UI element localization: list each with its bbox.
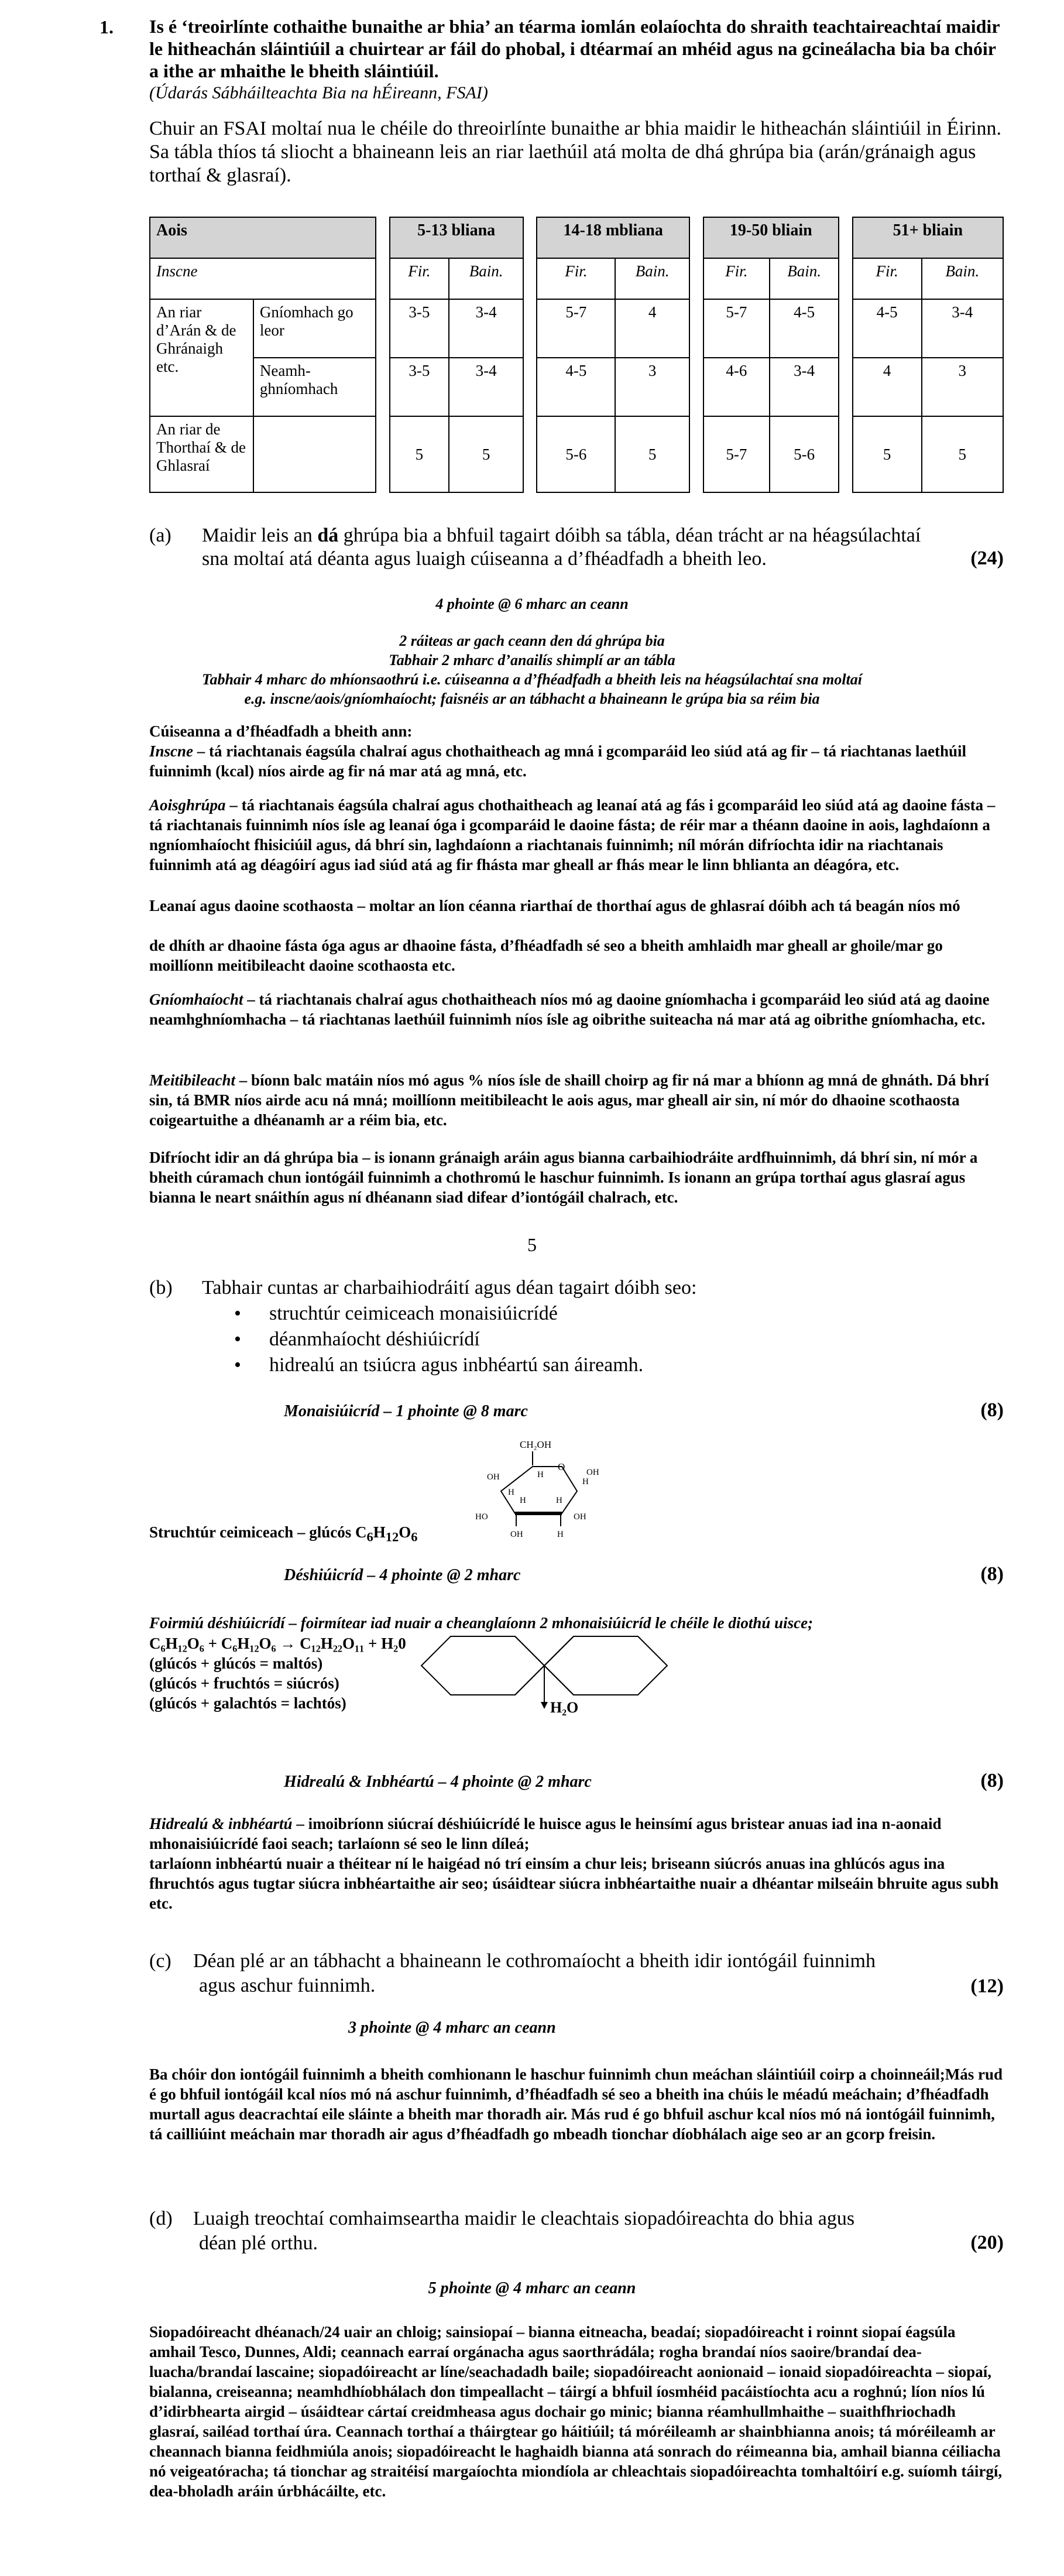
table-gender-bain: Bain. (922, 258, 1003, 299)
di-example: (glúcós + fruchtós = siúcrós) (149, 1674, 339, 1692)
table-cell: 5 (390, 416, 449, 492)
water-label: H₂O (550, 1699, 579, 1716)
part-c-question-1: Déan plé ar an tábhacht a bhaineann le cothromaíocht a bheith idir iontógáil fuinnimh (193, 1950, 876, 1972)
table-cell: 4-5 (853, 299, 922, 358)
table-cell: 3-5 (390, 358, 449, 416)
part-d-scheme: 5 phointe @ 4 mharc an ceann (428, 2279, 636, 2297)
part-a-scheme-5: e.g. inscne/aois/gníomhaíocht; faisnéis ar an tábhacht a bhaineann le grúpa bia sa réim bia (244, 690, 820, 707)
table-cell: 3 (922, 358, 1003, 416)
table-cell: 4 (615, 299, 689, 358)
glucose-oh: OH (510, 1530, 523, 1539)
glucose-oh: OH (574, 1512, 586, 1522)
table-gender-fir: Fir. (537, 258, 615, 299)
part-a-scheme-1: 4 phointe @ 6 mharc an ceann (435, 595, 629, 612)
table-cell: 4 (853, 358, 922, 416)
part-d-label: (d) (149, 2208, 173, 2229)
hyd-text-2: tarlaíonn inbhéartú nuair a théitear ní le haigéad nó trí einsím a chur leis; briseann siúcrós anuas ina ghlúcós agus ina fhruchtós agus tugtar siúcra inbhéartaithe air seo; úsáidtear siúcra inbhéartaithe nuair a dhéantar milseáin bhruite agus subh etc. (149, 1855, 999, 1912)
table-gender-fir: Fir. (390, 258, 449, 299)
di-example: (glúcós + glúcós = maltós) (149, 1654, 323, 1672)
reason-meit: Meitibileacht – bíonn balc matáin níos mó agus % níos ísle de shaill choirp ag fir ná mar a bhíonn ag mná de ghnáth. Dá bhrí sin, tá BMR níos airde acu ná mná; moillíonn meitibileacht le aois agus, mar gheall air sin, ní mór do dhaoine scothaosta coigeartuithe a dhéanamh ar a réim bia, etc. (149, 1071, 989, 1129)
di-example: (glúcós + galachtós = lachtós) (149, 1694, 346, 1712)
part-d-question-1: Luaigh treochtaí comhaimseartha maidir le cleachtais siopadóireachta do bhia agus (193, 2208, 855, 2229)
table-cell: 3-5 (390, 299, 449, 358)
question-intro: Chuir an FSAI moltaí nua le chéile do threoirlínte bunaithe ar bhia maidir le hitheachán sláintiúil in Éirinn. Sa tábla thíos tá sliocht a bhaineann leis an riar laethúil atá molta de dhá ghrúpa bia (arán/gránaigh agus torthaí & glasraí). (149, 118, 1001, 186)
table-cell: 5-6 (537, 416, 615, 492)
bullet-item: • struchtúr ceimiceach monaisiúicrídé (234, 1301, 643, 1327)
table-cell: 5 (449, 416, 523, 492)
hyd-heading: Hidrealú & Inbhéartú – 4 phointe @ 2 mharc (284, 1773, 592, 1791)
reason-gniomh: Gníomhaíocht – tá riachtanais chalraí agus chothaitheach níos mó ag daoine gníomhacha i gcomparáid leo siúd atá ag daoine neamhghníomhacha – tá riachtanas laethúil fuinnimh níos ísle ag oibrithe suiteacha ná mar atá ag oibrithe gníomhacha, etc. (149, 991, 990, 1028)
part-c-scheme: 3 phointe @ 4 mharc an ceann (348, 2019, 556, 2037)
table-header-aois: Aois (150, 217, 376, 258)
part-c-marks: (12) (970, 1975, 1004, 1997)
disaccharide-diagram (410, 1619, 691, 1718)
question-source: (Údarás Sábháilteachta Bia na hÉireann, FSAI) (149, 83, 488, 102)
table-gender-bain: Bain. (615, 258, 689, 299)
table-active-label: Gníomhach go leor (253, 299, 376, 358)
table-cell: 3 (615, 358, 689, 416)
table-header-age-group: 51+ bliain (853, 217, 1003, 258)
part-a-scheme-3: Tabhair 2 mharc d’anailís shimplí ar an tábla (389, 652, 675, 669)
reason-aois: Aoisghrúpa – tá riachtanais éagsúla chalraí agus chothaitheach ag leanaí atá ag fás i gcomparáid leo siúd atá ag daoine fásta – tá riachtanais fuinnimh níos ísle ag leanaí óga i gcomparáid le daoine fásta; de réir mar a théann daoine in aois, laghdaíonn a ngníomhaíocht fhisiciúil agus, dá bhrí sin, laghdaíonn a riachtanais fuinnimh; níl mórán difríochta idir na riachtanais fuinnimh atá ag déagóirí agus iad siúd atá ag fir fhásta mar gheall ar fhás mear le linn bhlianta an déagóra, etc. (149, 796, 996, 873)
table-header-age-group: 19-50 bliain (703, 217, 839, 258)
table-cell: 3-4 (770, 358, 839, 416)
table-cell: 5-7 (703, 416, 770, 492)
part-a-label: (a) (149, 525, 171, 546)
glucose-ch2oh: CH₂OH (520, 1439, 552, 1450)
reasons-heading: Cúiseanna a d’fhéadfadh a bheith ann: (149, 722, 413, 740)
table-gender-bain: Bain. (770, 258, 839, 299)
reason-leanai-2: de dhíth ar dhaoine fásta óga agus ar dhaoine fásta, d’fhéadfadh sé seo a bheith amhlaidh mar gheall ar ghoile/mar go moillíonn meitibileacht daoine scothaosta etc. (149, 937, 943, 974)
part-b-label: (b) (149, 1277, 173, 1299)
part-a-marks: (24) (970, 547, 1004, 569)
glucose-h: H (556, 1496, 562, 1505)
table-bread-group: An riar d’Arán & de Ghránaigh etc. (150, 299, 253, 416)
part-a-scheme-4: Tabhair 4 mharc do mhíonsaothrú i.e. cúiseanna a d’fhéadfadh a bheith leis na héagsúlachtaí sna moltaí (201, 671, 863, 688)
hyd-text: Hidrealú & inbhéartú – imoibríonn siúcraí déshiúicrídé le huisce agus le heinsímí agus bristear anuas iad ina n-aonaid mhonaisiúicrídé faoi seach; tarlaíonn sé seo le linn díleá; (149, 1815, 942, 1852)
part-b-bullets (234, 1301, 643, 1378)
reason-difr: Difríocht idir an dá ghrúpa bia – is ionann gránaigh aráin agus bianna carbaihiodráite ardfhuinnimh, dá bhrí sin, ní mór a bheith cúramach chun iontógáil fuinnimh a chothromú le haschur fuinnimh. Is ionann an grúpa torthaí agus glasraí agus bianna le neart snáithín agus ní dhéanann siad difear d’iontógáil chalrach, etc. (149, 1149, 978, 1206)
mono-marks: (8) (980, 1399, 1004, 1421)
table-cell: 5-6 (770, 416, 839, 492)
table-cell: 4-5 (770, 299, 839, 358)
table-cell: 5-7 (703, 299, 770, 358)
glucose-ho: HO (475, 1512, 488, 1522)
structure-label: Struchtúr ceimiceach – glúcós $C_6H_{12}O_6$ (149, 1523, 418, 1544)
part-c-answer: Ba chóir don iontógáil fuinnimh a bheith comhionann le haschur fuinnimh chun meáchan sláintiúil coirp a choinneáil;Más rud é go bhfuil iontógáil kcal níos mó ná aschur fuinnimh, d’fhéadfadh sé seo a bheith ina chúis le méadú meáchain; d’fhéadfadh murtall agus deacrachtaí eile sláinte a bheith mar thoradh air. Más rud é go bhfuil aschur kcal níos mó ná iontógáil fuinnimh, tá cailliúint meáchain mar thoradh air agus d’fhéadfadh go mbeadh tionchar díobhálach aige seo ar an gcorp freisin. (149, 2065, 1003, 2143)
bullet-item: • déanmhaíocht déshiúicrídí (234, 1327, 643, 1352)
table-gender-fir: Fir. (853, 258, 922, 299)
glucose-h: H (537, 1470, 544, 1479)
part-a-scheme-2: 2 ráiteas ar gach ceann den dá ghrúpa bia (399, 632, 665, 649)
di-heading: Déshiúicríd – 4 phointe @ 2 mharc (284, 1566, 521, 1584)
question-number: 1. (99, 16, 114, 37)
table-inactive-label: Neamh-ghníomhach (253, 358, 376, 416)
page-number: 5 (527, 1234, 537, 1255)
question-text: Is é ‘treoirlínte cothaithe bunaithe ar bhia’ an téarma iomlán eolaíochta do shraith teachtaireachtaí maidir le hitheachán sláintiúil a chuirtear ar fáil do phobal, i dtéarmaí an mhéid agus na gcineálacha bia ba chóir a ithe ar mhaithe le bheith sláintiúil. (149, 16, 1000, 81)
glucose-o: O (558, 1461, 565, 1472)
table-header-age-group: 14-18 mbliana (537, 217, 689, 258)
glucose-oh: OH (487, 1472, 500, 1482)
part-c-question-2: agus aschur fuinnimh. (199, 1975, 376, 1996)
table-cell: 3-4 (449, 358, 523, 416)
glucose-h: H (582, 1477, 589, 1486)
glucose-h: H (557, 1530, 564, 1539)
table-cell: 4-5 (537, 358, 615, 416)
di-formation: Foirmiú déshiúicrídí – foirmítear iad nuair a cheanglaíonn 2 mhonaisiúicríd le chéile le diothú uisce; (149, 1614, 814, 1632)
table-fruit-group: An riar de Thorthaí & de Ghlasraí (150, 416, 253, 492)
table-cell: 5 (922, 416, 1003, 492)
part-b-question: Tabhair cuntas ar charbaihiodráití agus déan tagairt dóibh seo: (202, 1277, 697, 1299)
glucose-h: H (520, 1496, 526, 1505)
mono-heading: Monaisiúicríd – 1 phointe @ 8 marc (284, 1402, 528, 1420)
di-marks: (8) (980, 1563, 1004, 1585)
table-header-age-group: 5-13 bliana (390, 217, 523, 258)
table-cell: 3-4 (922, 299, 1003, 358)
table-cell: 3-4 (449, 299, 523, 358)
part-c-label: (c) (149, 1950, 171, 1972)
table-gender-fir: Fir. (703, 258, 770, 299)
di-equation: C₆H₁₂O₆ + C₆H₁₂O₆ → C₁₂H₂₂O₁₁ + H₂0 (149, 1635, 406, 1652)
reason-leanai-1: Leanaí agus daoine scothaosta – moltar an líon céanna riarthaí de thorthaí agus de ghlasraí dóibh ach tá beagán níos mó (149, 897, 960, 914)
table-cell: 5 (853, 416, 922, 492)
table-gender-label: Inscne (150, 258, 376, 299)
bullet-item: • hidrealú an tsiúcra agus inbhéartú san áireamh. (234, 1352, 643, 1378)
table-cell: 5-7 (537, 299, 615, 358)
part-d-marks: (20) (970, 2232, 1004, 2253)
part-d-answer: Siopadóireacht dhéanach/24 uair an chloig; sainsiopaí – bianna eitneacha, beadaí; siopadóireacht i roinnt siopaí éagsúla amhail Tesco, Dunnes, Aldi; ceannach earraí orgánacha agus saorthrádála; rogha brandaí níos saoire/brandaí dea-luacha/brandaí lascaine; siopadóireacht ar líne/seachadadh baile; siopadóireacht aonionaid – ionaid siopadóireachta – siopaí, bialanna, creiseanna; neamhdhíobhálach don timpeallacht – táirgí a bhfuil íosmhéid pacáistíochta acu a roghnú; líon níos lú d’idirbhearta airgid – úsáidtear cártaí creidmheasa agus dochair go minic; bianna réamhullmhaithe – suaithfhriochadh glasraí, sailéad torthaí úra. Ceannach torthaí a tháirgtear go háitiúil; tá móréileamh ar shainbhianna anois; tá móréileamh ar cheannach bianna feidhmiúla anois; siopadóireacht le haghaidh bianna atá sonrach do réimeanna bia, amhail bianna céiliacha nó veigeatóracha; tá tionchar ag straitéisí margaíochta miondíola ar chleachtais siopadóireachta tomhaltóirí e.g. suíomh táirgí, dea-bholadh aráin úrbhácáilte, etc. (149, 2323, 1003, 2500)
glucose-h: H (508, 1488, 514, 1497)
part-d-question-2: déan plé orthu. (199, 2232, 318, 2254)
hyd-marks: (8) (980, 1770, 1004, 1791)
diet-table (149, 217, 1004, 493)
table-cell: 4-6 (703, 358, 770, 416)
glucose-oh: OH (586, 1468, 599, 1477)
part-a-question: Maidir leis an dá ghrúpa bia a bhfuil tagairt dóibh sa tábla, déan trácht ar na héagsúlachtaí sna moltaí atá déanta agus luaigh cúiseanna a d’fhéadfadh a bheith leo. (202, 525, 921, 570)
table-gender-bain: Bain. (449, 258, 523, 299)
reason-inscne: Inscne – tá riachtanais éagsúla chalraí agus chothaitheach ag mná i gcomparáid leo siúd atá ag fir – tá riachtanas laethúil fuinnimh (kcal) níos airde ag fir ná mar atá ag mná, etc. (149, 742, 967, 780)
table-cell: 5 (615, 416, 689, 492)
